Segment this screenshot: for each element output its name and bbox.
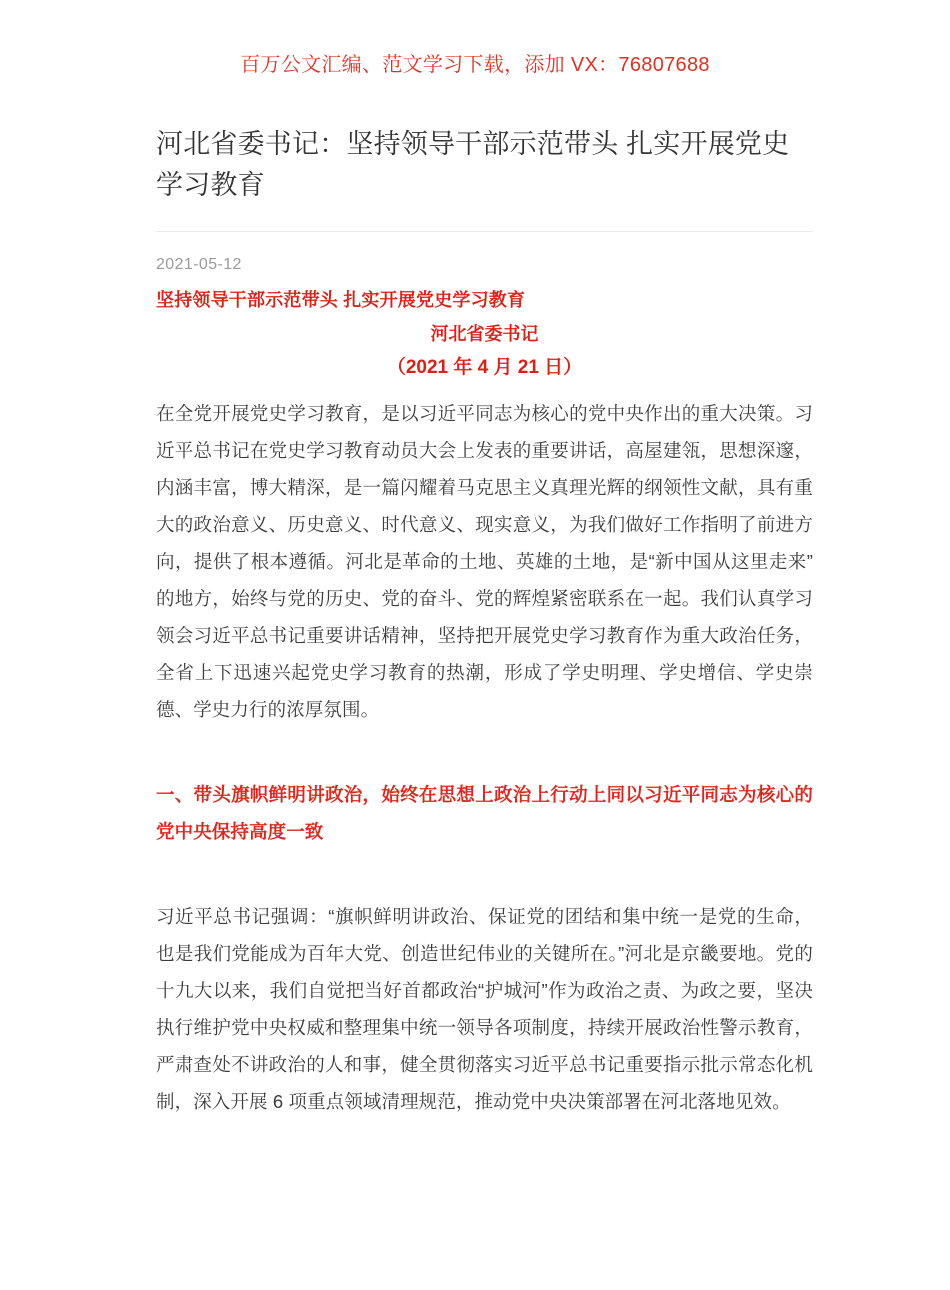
body-paragraph-2: 习近平总书记强调：“旗帜鲜明讲政治、保证党的团结和集中统一是党的生命，也是我们党能成为百年大党、创造世纪伟业的关键所在。”河北是京畿要地。党的十九大以来，我们自觉把当好首都政治“护城河”作为政治之责、为政之要，坚决执行维护党中央权威和整理集中统一领导各项制度，持续开展政治性警示教育，严肃查处不讲政治的人和事，健全贯彻落实习近平总书记重要指示批示常态化机制，深入开展 6 项重点领域清理规范，推动党中央决策部署在河北落地见效。 [156, 906, 813, 1112]
section-heading-1: 一、带头旗帜鲜明讲政治，始终在思想上政治上行动上同以习近平同志为核心的党中央保持高度一致 [156, 784, 813, 842]
page-title: 河北省委书记：坚持领导干部示范带头 扎实开展党史学习教育 [156, 129, 790, 200]
title-divider [156, 231, 813, 232]
article-container [0, 80, 950, 1290]
body-paragraph-1: 在全党开展党史学习教育，是以习近平同志为核心的党中央作出的重大决策。习近平总书记在党史学习教育动员大会上发表的重要讲话，高屋建瓴，思想深邃，内涵丰富，博大精深，是一篇闪耀着马克思主义真理光辉的纲领性文献，具有重大的政治意义、历史意义、时代意义、现实意义，为我们做好工作指明了前进方向，提供了根本遵循。河北是革命的土地、英雄的土地，是“新中国从这里走来”的地方，始终与党的历史、党的奋斗、党的辉煌紧密联系在一起。我们认真学习领会习近平总书记重要讲话精神，坚持把开展党史学习教育作为重大政治任务，全省上下迅速兴起党史学习教育的热潮，形成了学史明理、学史增信、学史崇德、学史力行的浓厚氛围。 [156, 403, 813, 720]
document-dateline: （2021 年 4 月 21 日） [386, 357, 583, 378]
page-bottom-spacer [156, 1120, 813, 1290]
promo-banner [0, 0, 950, 80]
document-byline: 河北省委书记 [430, 324, 539, 344]
promo-banner-text: 百万公文汇编、范文学习下载，添加 VX：76807688 [240, 54, 710, 76]
article-publish-date: 2021-05-12 [156, 256, 242, 273]
document-heading: 坚持领导干部示范带头 扎实开展党史学习教育 [156, 290, 526, 310]
